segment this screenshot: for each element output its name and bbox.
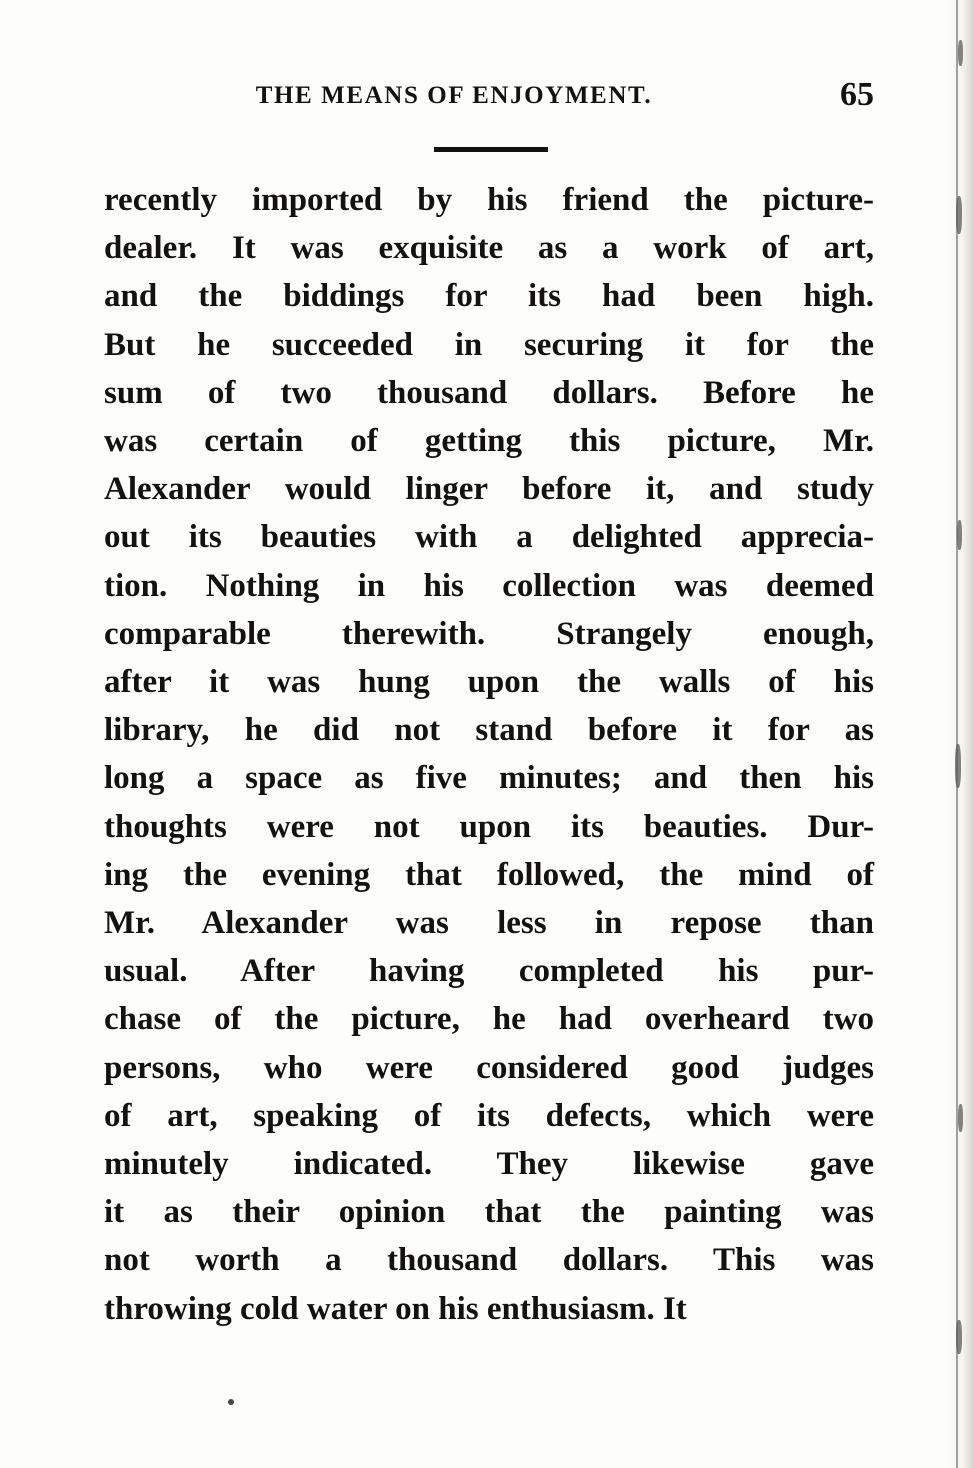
text-line: dealer. It was exquisite as a work of art,	[104, 230, 874, 267]
text-line: minutely indicated. They likewise gave	[104, 1146, 874, 1183]
text-line: was certain of getting this picture, Mr.	[104, 423, 874, 460]
scan-speck	[955, 744, 961, 788]
page-footer-speck	[228, 1399, 234, 1405]
body-paragraph	[104, 176, 874, 1333]
scan-speck	[957, 520, 962, 550]
text-line: and the biddings for its had been high.	[104, 278, 874, 315]
text-line: it as their opinion that the painting was	[104, 1194, 874, 1231]
scan-speck	[956, 1320, 962, 1354]
text-line: But he succeeded in securing it for the	[104, 326, 874, 363]
header-rule	[434, 147, 548, 152]
scan-speck	[958, 40, 963, 66]
text-line: Alexander would linger before it, and study	[104, 471, 874, 508]
page-header	[104, 76, 874, 122]
text-line: persons, who were considered good judges	[104, 1049, 874, 1086]
text-line: of art, speaking of its defects, which were	[104, 1097, 874, 1134]
text-line: usual. After having completed his pur-	[104, 953, 874, 990]
text-line: recently imported by his friend the picture-	[104, 182, 874, 218]
running-head: THE MEANS OF ENJOYMENT.	[255, 82, 653, 109]
text-line: thoughts were not upon its beauties. Dur-	[104, 808, 874, 845]
text-line: comparable therewith. Strangely enough,	[104, 615, 874, 652]
text-line: long a space as five minutes; and then his	[104, 760, 874, 797]
text-line: throwing cold water on his enthusiasm. It	[104, 1290, 687, 1327]
text-line: out its beauties with a delighted apprecia-	[104, 519, 874, 556]
scan-speck	[958, 1104, 963, 1132]
text-line: tion. Nothing in his collection was deemed	[104, 567, 874, 604]
text-line: ing the evening that followed, the mind of	[104, 856, 874, 893]
text-line: sum of two thousand dollars. Before he	[104, 374, 874, 411]
text-line: Mr. Alexander was less in repose than	[104, 905, 874, 942]
page-number: 65	[840, 76, 874, 113]
text-line: chase of the picture, he had overheard two	[104, 1001, 874, 1038]
scan-speck	[956, 196, 962, 234]
text-line: not worth a thousand dollars. This was	[104, 1242, 874, 1279]
text-line: library, he did not stand before it for as	[104, 712, 874, 749]
text-line: after it was hung upon the walls of his	[104, 664, 874, 701]
